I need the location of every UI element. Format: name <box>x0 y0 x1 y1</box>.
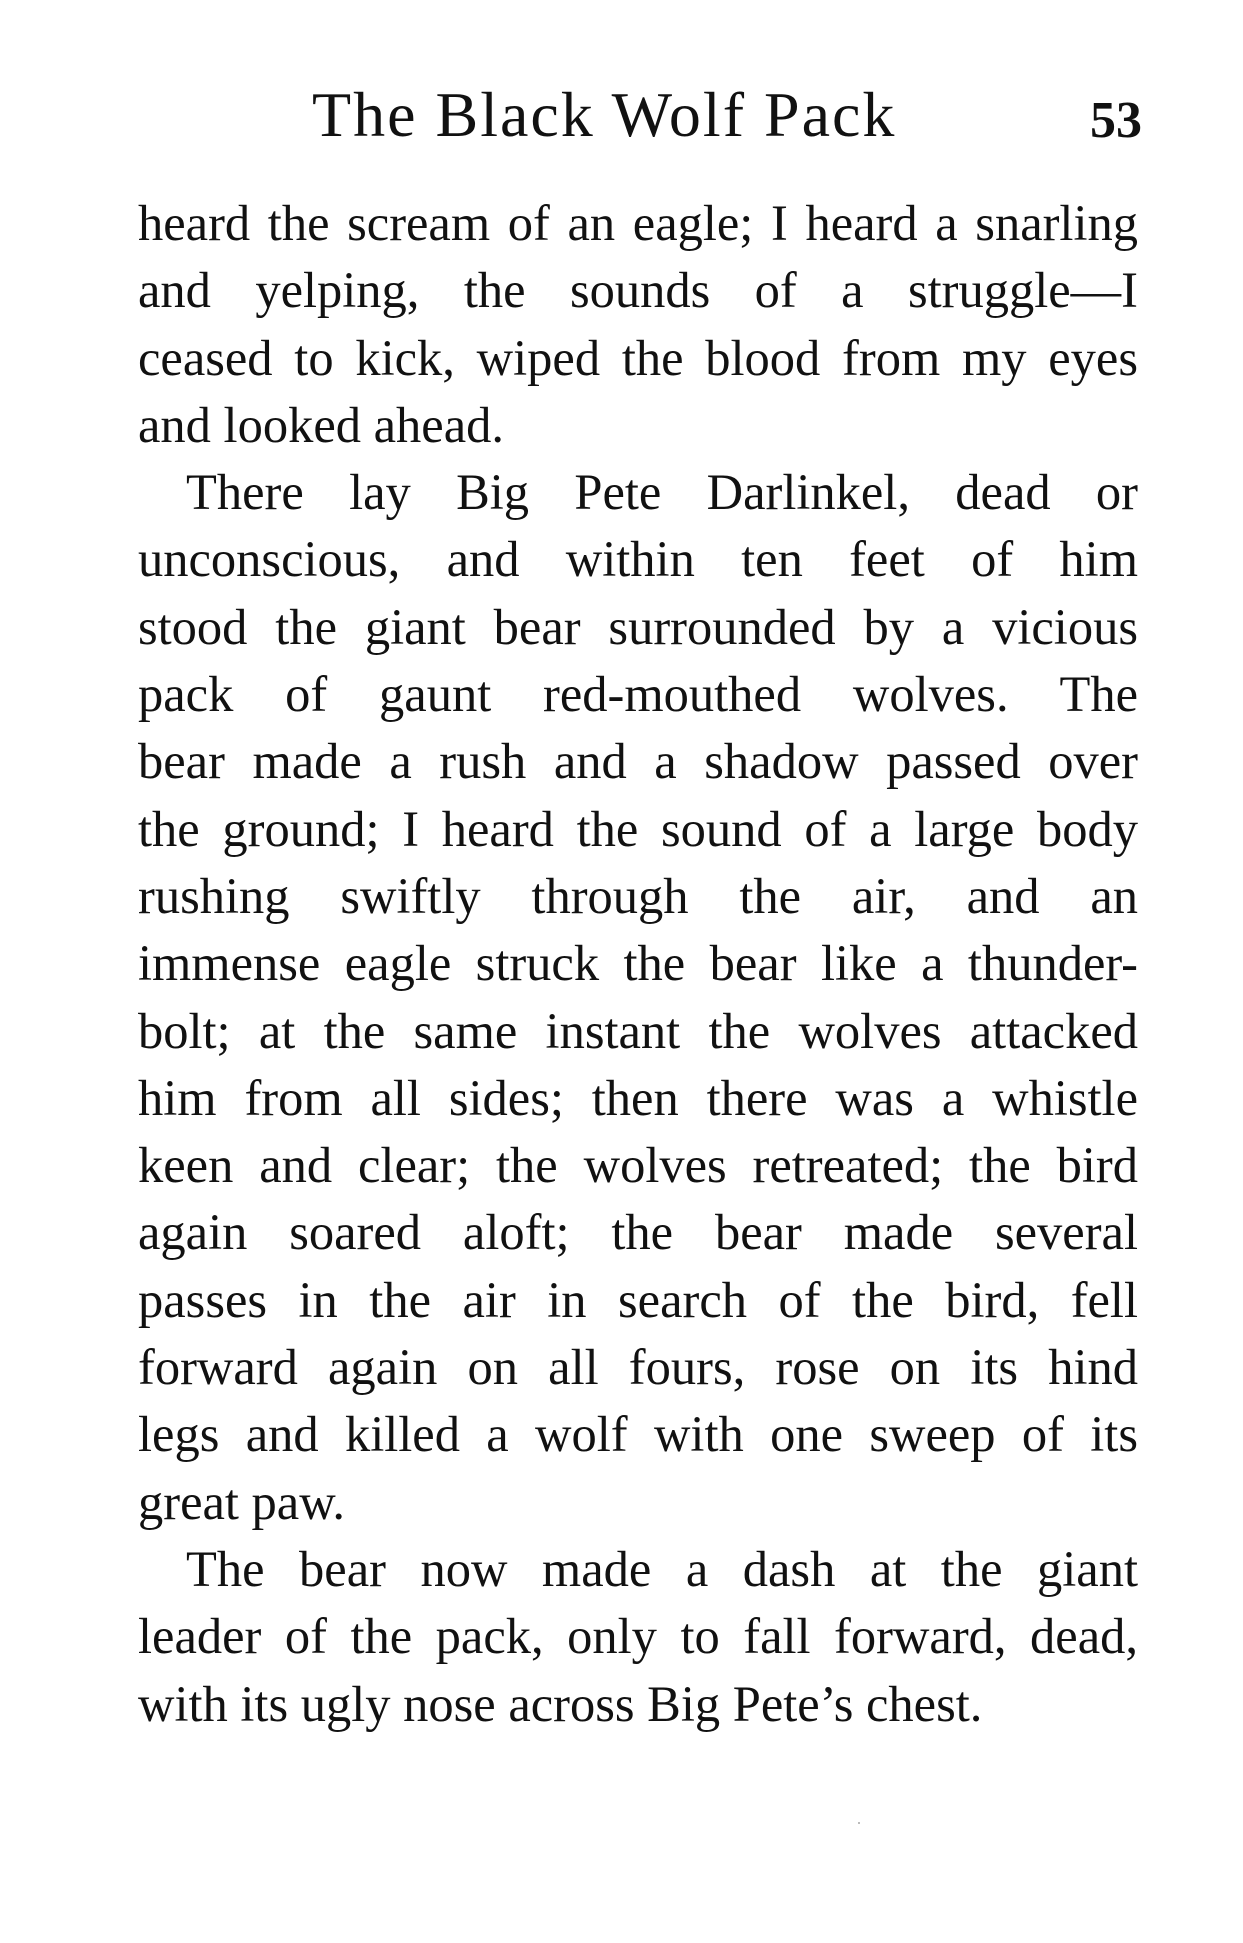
text-line: The bear now made a dash at the giant <box>186 1540 1138 1597</box>
text-line: bolt; at the same instant the wolves attacked <box>138 1002 1138 1059</box>
text-line: him from all sides; then there was a whistle <box>138 1069 1138 1126</box>
text-line: heard the scream of an eagle; I heard a snarling <box>138 195 1138 251</box>
text-line: again soared aloft; the bear made several <box>138 1204 1138 1261</box>
text-line: There lay Big Pete Darlinkel, dead or <box>186 464 1138 521</box>
paper-speck <box>858 1822 860 1824</box>
body-text <box>138 190 1138 1738</box>
running-title: The Black Wolf Pack <box>312 79 897 150</box>
text-line: immense eagle struck the bear like a thunder- <box>138 935 1138 992</box>
text-line: unconscious, and within ten feet of him <box>138 531 1138 588</box>
text-line: passes in the air in search of the bird, fell <box>138 1271 1138 1328</box>
text-line: great paw. <box>138 1473 346 1530</box>
text-line: pack of gaunt red-mouthed wolves. The <box>138 666 1138 723</box>
page-number: 53 <box>1090 92 1142 149</box>
text-line: leader of the pack, only to fall forward, dead, <box>138 1608 1138 1665</box>
text-line: the ground; I heard the sound of a large body <box>138 800 1138 857</box>
text-line: legs and killed a wolf with one sweep of its <box>138 1406 1138 1463</box>
text-line: keen and clear; the wolves retreated; the bird <box>138 1137 1138 1194</box>
text-line: forward again on all fours, rose on its hind <box>138 1339 1138 1396</box>
text-line: rushing swiftly through the air, and an <box>138 867 1138 924</box>
text-line: stood the giant bear surrounded by a vicious <box>138 598 1138 655</box>
text-line: with its ugly nose across Big Pete’s chest. <box>138 1675 983 1732</box>
text-line: and looked ahead. <box>138 396 504 453</box>
running-head <box>0 70 1243 160</box>
text-line: ceased to kick, wiped the blood from my eyes <box>138 329 1138 386</box>
text-line: bear made a rush and a shadow passed over <box>138 733 1138 790</box>
text-line: and yelping, the sounds of a struggle—I <box>138 262 1138 319</box>
